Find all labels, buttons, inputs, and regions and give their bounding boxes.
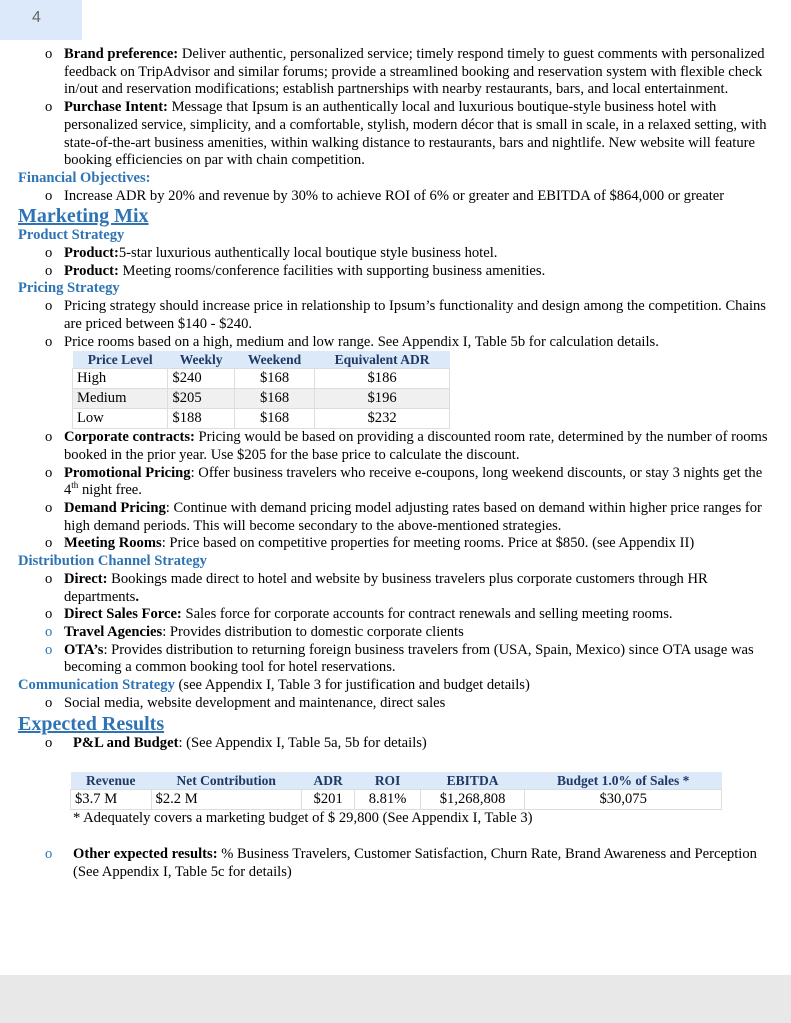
table-cell: $168	[234, 409, 314, 429]
bold-label: Brand preference:	[64, 46, 179, 62]
table-cell: Low	[73, 409, 168, 429]
table-row	[71, 790, 722, 810]
text: Price rooms based on a high, medium and low range. See Appendix I, Table 5b for calculation details.	[64, 333, 659, 350]
table-cell: $205	[168, 389, 234, 409]
list-item	[18, 334, 778, 352]
bullet-icon: o	[45, 46, 53, 62]
table-cell: $3.7 M	[71, 790, 152, 810]
section-title: Marketing Mix	[18, 205, 149, 228]
bullet-icon: o	[45, 535, 53, 552]
bold-label: Direct:	[64, 570, 108, 587]
text: (see Appendix I, Table 3 for justification and budget details)	[174, 677, 530, 694]
page-gap	[0, 975, 791, 1023]
text: Pricing would be based on providing a discounted room rate, determined by the number of rooms booked in the prior year. Use $205 for the base price to calculate the discount.	[64, 429, 768, 463]
subsection-heading-line	[18, 677, 778, 695]
table-row	[73, 389, 450, 409]
list-item	[18, 245, 778, 263]
bullet-icon: o	[45, 262, 53, 279]
column-header: ROI	[355, 772, 420, 790]
text: night free.	[78, 482, 142, 499]
bold-label: Travel Agencies	[64, 623, 163, 640]
section-heading: Communication Strategy	[18, 677, 175, 694]
text: Message that Ipsum is an authentically local and luxurious boutique-style business hotel with personalized service, simplicity, and a comfortable, stylish, modern décor that is small in scale, in a relaxed setting, with state-of-the-art business amenities, within walking distance to restaurants, bars and nightlife. New website will feature booking efficiencies on par with chain competition.	[64, 99, 767, 169]
table-cell: $186	[315, 369, 450, 389]
table-cell: $1,268,808	[420, 790, 525, 810]
bold-label: Other expected results:	[73, 845, 218, 862]
column-header: Price Level	[73, 351, 168, 369]
bold-label: Demand Pricing	[64, 500, 166, 517]
bullet-icon: o	[45, 694, 53, 711]
table-cell: Medium	[73, 389, 168, 409]
bold-label: Product:	[64, 245, 119, 262]
table-cell: $168	[234, 369, 314, 389]
bold-label: Purchase Intent:	[64, 99, 168, 116]
bold-label: .	[135, 588, 139, 605]
table-header-row	[73, 351, 450, 369]
bullet-icon: o	[45, 641, 53, 658]
table-cell: $188	[168, 409, 234, 429]
price-table	[72, 351, 450, 429]
bold-label: Meeting Rooms	[64, 535, 162, 552]
bullet-icon: o	[45, 734, 53, 751]
list-item	[18, 298, 778, 333]
bullet-icon: o	[45, 845, 53, 862]
page-number: 4	[32, 9, 41, 26]
list-item	[18, 263, 778, 281]
table-footnote: * Adequately covers a marketing budget of $ 29,800 (See Appendix I, Table 3)	[73, 810, 533, 827]
list-item	[18, 429, 778, 464]
bullet-icon: o	[45, 187, 53, 204]
list-item	[18, 735, 778, 753]
column-header: Weekly	[168, 351, 234, 369]
bold-label: Promotional Pricing	[64, 464, 191, 481]
list-item	[18, 846, 778, 881]
bullet-icon: o	[45, 99, 53, 116]
text: : Provides distribution to returning foreign business travelers from (USA, Spain, Mexico) since OTA usage was becoming a common booking tool for hotel reservations.	[64, 641, 754, 676]
text: : Price based on competitive properties for meeting rooms. Price at $850. (see Appendix II)	[161, 535, 695, 552]
subsection-heading: Product Strategy	[18, 227, 125, 244]
text: Pricing strategy should increase price in relationship to Ipsum’s functionality and design among the competition. Chains are priced between $140 - $240.	[64, 298, 766, 332]
table-row	[73, 369, 450, 389]
table-cell: $196	[315, 389, 450, 409]
subsection-heading: Pricing Strategy	[18, 280, 120, 297]
list-item	[18, 500, 778, 535]
text: Social media, website development and maintenance, direct sales	[64, 694, 446, 711]
bullet-icon: o	[45, 623, 53, 640]
text: : Offer business travelers who receive e-coupons, long weekend discounts, or stay 3 nights get the 4	[64, 464, 763, 499]
column-header: Weekend	[234, 351, 314, 369]
table-cell: $168	[234, 389, 314, 409]
text: Deliver authentic, personalized service; timely respond timely to guest comments with personalized feedback on TripAdvisor and similar forums; provide a streamlined booking and reservation system with flexible check in/out and reservation modifications; establish partnerships with nearby restaurants, bars, and local entertainment.	[64, 46, 765, 98]
list-item	[18, 465, 778, 500]
list-item	[18, 695, 778, 713]
table-cell: $2.2 M	[151, 790, 301, 810]
list-item	[18, 571, 778, 606]
table-cell: $30,075	[525, 790, 722, 810]
bullet-icon: o	[45, 464, 53, 481]
superscript: th	[71, 480, 79, 491]
table-header-row	[71, 772, 722, 790]
table-cell: 8.81%	[355, 790, 420, 810]
text: Bookings made direct to hotel and website by business travelers plus corporate customers through HR departments	[64, 570, 708, 605]
bullet-icon: o	[45, 333, 53, 350]
text: Meeting rooms/conference facilities with supporting business amenities.	[122, 262, 546, 279]
column-header: ADR	[301, 772, 354, 790]
bullet-icon: o	[45, 570, 53, 587]
text: : Continue with demand pricing model adjusting rates based on demand within higher price ranges for high demand periods. This will become secondary to the above-mentioned strategies.	[64, 500, 762, 534]
text: : (See Appendix I, Table 5a, 5b for details)	[178, 734, 427, 751]
table-cell: $232	[315, 409, 450, 429]
list-item	[18, 624, 778, 642]
bold-label: Product:	[64, 262, 119, 279]
bullet-icon: o	[45, 606, 53, 623]
text: % Business Travelers, Customer Satisfaction, Churn Rate, Brand Awareness and Perception (See Appendix I, Table 5c for details)	[73, 845, 757, 880]
list-item	[18, 188, 778, 206]
subsection-heading: Distribution Channel Strategy	[18, 553, 207, 570]
section-title: Expected Results	[18, 712, 165, 735]
bold-label: Direct Sales Force:	[64, 606, 182, 623]
list-item	[18, 606, 778, 624]
list-item	[18, 99, 778, 170]
bullet-icon: o	[45, 500, 53, 517]
page-number-tab	[0, 0, 82, 40]
results-table	[70, 772, 722, 810]
table-cell: $240	[168, 369, 234, 389]
list-item	[18, 46, 778, 99]
bold-label: OTA’s	[64, 641, 104, 658]
text: 5-star luxurious authentically local boutique style business hotel.	[118, 245, 498, 262]
list-item	[18, 642, 778, 677]
column-header: Net Contribution	[151, 772, 301, 790]
bullet-icon: o	[45, 298, 53, 315]
text: Sales force for corporate accounts for contract renewals and selling meeting rooms.	[185, 606, 673, 623]
bullet-icon: o	[45, 245, 53, 262]
text: Increase ADR by 20% and revenue by 30% to achieve ROI of 6% or greater and EBITDA of $864,000 or greater	[64, 187, 725, 204]
table-cell: $201	[301, 790, 354, 810]
list-item	[18, 535, 778, 553]
column-header: Budget 1.0% of Sales *	[525, 772, 722, 790]
spacer	[18, 828, 778, 846]
bullet-icon: o	[45, 429, 53, 446]
column-header: Revenue	[71, 772, 152, 790]
table-row	[73, 409, 450, 429]
document-body	[18, 46, 778, 881]
text: : Provides distribution to domestic corporate clients	[162, 623, 464, 640]
bold-label: Corporate contracts:	[64, 429, 195, 446]
bold-label: P&L and Budget	[73, 734, 179, 751]
column-header: EBITDA	[420, 772, 525, 790]
subsection-heading: Financial Objectives:	[18, 169, 151, 186]
column-header: Equivalent ADR	[315, 351, 450, 369]
table-cell: High	[73, 369, 168, 389]
